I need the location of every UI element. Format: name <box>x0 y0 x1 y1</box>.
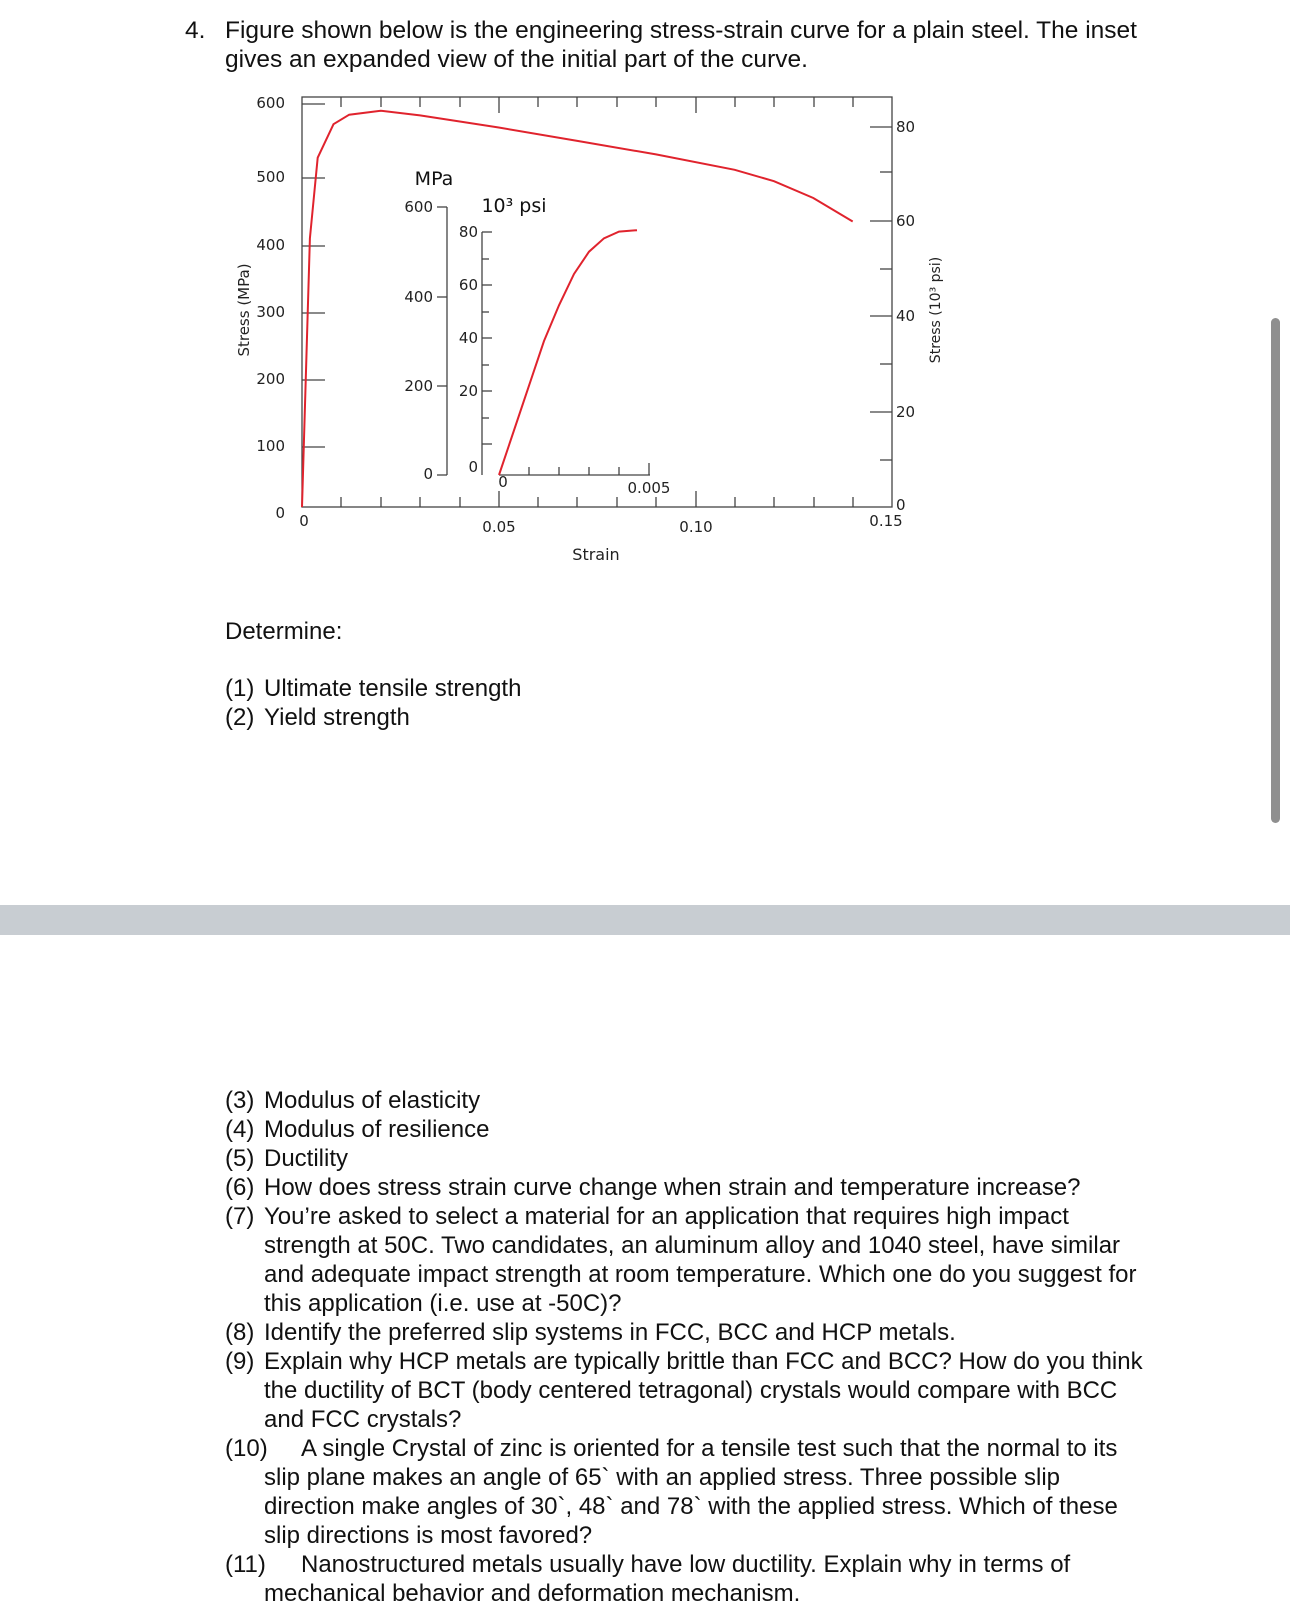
list-item <box>225 674 521 703</box>
x-tick-label: 0 <box>299 512 309 530</box>
main-plot-frame <box>302 97 892 507</box>
y-tick-label: 400 <box>256 236 285 254</box>
item-text: Ductility <box>264 1145 349 1172</box>
y-right-tick-label: 60 <box>896 212 916 230</box>
y-right-tick-label: 20 <box>896 403 916 421</box>
inset-right-tick-label: 60 <box>458 276 478 294</box>
y-axis-label-left: Stress (MPa) <box>235 263 253 357</box>
y-right-tick-label: 80 <box>896 118 916 136</box>
question-list-bottom <box>225 1086 1145 1608</box>
list-item <box>225 1347 1145 1434</box>
item-number: (5) <box>225 1145 255 1172</box>
list-item <box>225 1550 1145 1608</box>
scrollbar[interactable] <box>1271 318 1280 823</box>
item-text: Identify the preferred slip systems in FCC, BCC and HCP metals. <box>264 1319 956 1346</box>
inset-right-tick-label: 20 <box>458 382 478 400</box>
item-number: (7) <box>225 1203 255 1230</box>
item-number: (10) <box>225 1435 268 1462</box>
question-intro: Figure shown below is the engineering stress-strain curve for a plain steel. The inset gives an expanded view of the initial part of the curve. <box>225 17 1137 73</box>
inset-right-tick-label: 80 <box>458 223 478 241</box>
y-right-tick-label: 0 <box>896 496 906 514</box>
stress-strain-curve-inset <box>499 230 637 475</box>
item-text: Modulus of resilience <box>264 1116 490 1143</box>
list-item <box>225 1115 1145 1144</box>
list-item <box>225 1086 1145 1115</box>
determine-label: Determine: <box>225 618 343 645</box>
list-item <box>225 1173 1145 1202</box>
inset-unit-right: 10³ psi <box>481 195 547 217</box>
item-number: (4) <box>225 1116 255 1143</box>
y-tick-label: 600 <box>256 94 285 112</box>
item-text: A single Crystal of zinc is oriented for a tensile test such that the normal to its slip plane makes an angle of 65` with an applied stress. Three possible slip direction make angles of 30`, 48` and 78` with the applied stress. Which of these slip directions is most favored? <box>264 1435 1118 1549</box>
question-number: 4. <box>185 17 206 44</box>
y-tick-label: 200 <box>256 370 285 388</box>
item-text: Explain why HCP metals are typically brittle than FCC and BCC? How do you think the ductility of BCT (body centered tetragonal) crystals would compare with BCC and FCC crystals? <box>264 1348 1143 1433</box>
inset-y-tick-label: 200 <box>404 377 433 395</box>
item-number: (9) <box>225 1348 255 1375</box>
item-text: You’re asked to select a material for an application that requires high impact strength at 50C. Two candidates, an aluminum alloy and 1040 steel, have similar and adequate impact strength at room temperature. Which one do you suggest for this application (i.e. use at -50C)? <box>264 1203 1137 1317</box>
item-text: How does stress strain curve change when strain and temperature increase? <box>264 1174 1081 1201</box>
item-text: Modulus of elasticity <box>264 1087 481 1114</box>
item-number: (3) <box>225 1087 255 1114</box>
inset-right-tick-label: 0 <box>468 458 478 476</box>
x-axis-label: Strain <box>572 545 620 564</box>
list-item <box>225 1434 1145 1550</box>
item-number: (1) <box>225 675 255 702</box>
item-text: Ultimate tensile strength <box>264 675 522 702</box>
item-text: Nanostructured metals usually have low ductility. Explain why in terms of mechanical behavior and deformation mechanism. <box>264 1551 1071 1607</box>
list-item <box>225 1202 1145 1318</box>
y-right-tick-label: 40 <box>896 307 916 325</box>
item-number: (8) <box>225 1319 255 1346</box>
x-tick-label: 0.10 <box>679 518 713 536</box>
item-number: (11) <box>225 1551 266 1578</box>
y-ticks-right <box>870 127 892 460</box>
question-list-top <box>225 674 521 732</box>
stress-strain-figure <box>220 85 944 585</box>
list-item <box>225 1144 1145 1173</box>
inset-y-tick-label: 400 <box>404 288 433 306</box>
inset-y-tick-label: 600 <box>404 198 433 216</box>
x-tick-label: 0.05 <box>482 518 516 536</box>
inset-unit-left: MPa <box>414 168 454 190</box>
y-tick-label: 300 <box>256 303 285 321</box>
inset-right-tick-label: 40 <box>458 329 478 347</box>
item-number: (6) <box>225 1174 255 1201</box>
item-text: Yield strength <box>264 704 410 731</box>
x-tick-label: 0.15 <box>869 512 903 530</box>
inset-plot <box>404 168 670 497</box>
stress-strain-curve-main <box>302 111 853 507</box>
list-item <box>225 703 521 732</box>
inset-x-tick-label: 0 <box>498 473 508 491</box>
y-tick-label: 500 <box>256 168 285 186</box>
item-number: (2) <box>225 704 255 731</box>
page-separator <box>0 905 1290 935</box>
inset-y-tick-label: 0 <box>423 465 433 483</box>
y-axis-label-right: Stress (10³ psi) <box>928 256 944 364</box>
list-item <box>225 1318 1145 1347</box>
y-tick-label: 100 <box>256 437 285 455</box>
inset-x-tick-label: 0.005 <box>627 479 671 497</box>
y-tick-label: 0 <box>275 504 285 522</box>
